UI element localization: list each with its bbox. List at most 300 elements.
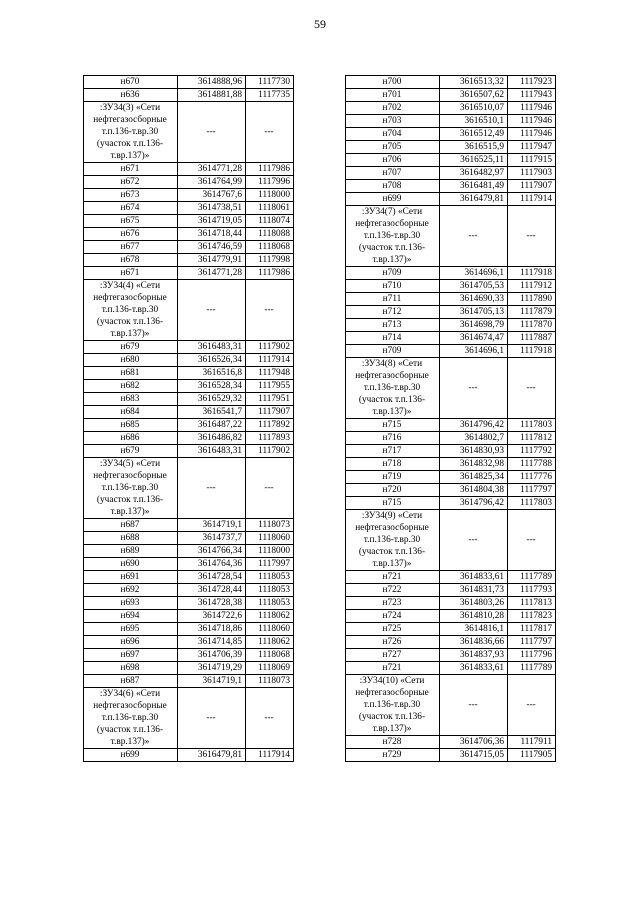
coordinate-y: 1118073 — [246, 519, 294, 532]
table-row — [346, 319, 556, 332]
coordinate-x: 3614719,05 — [178, 215, 246, 228]
point-label: н673 — [84, 189, 178, 202]
section-title-line: нефтегазосборные — [93, 293, 167, 303]
coordinate-y: 1117812 — [508, 432, 556, 445]
coordinate-x: 3614737,7 — [178, 532, 246, 545]
point-label: н713 — [346, 319, 440, 332]
section-title-line: т.вр.137)» — [110, 151, 150, 161]
table-row — [346, 623, 556, 636]
coordinate-y: 1117893 — [246, 432, 294, 445]
table-row — [84, 519, 294, 532]
coordinate-x: 3616526,34 — [178, 354, 246, 367]
coordinate-y: 1117946 — [508, 102, 556, 115]
table-row — [84, 163, 294, 176]
coordinate-y: 1117879 — [508, 306, 556, 319]
table-row — [346, 597, 556, 610]
empty-coordinate-x: --- — [440, 206, 508, 267]
coordinate-y: 1117905 — [508, 749, 556, 762]
section-header-row — [84, 280, 294, 341]
section-title-line: :ЗУ34(5) «Сети — [99, 459, 161, 469]
section-title-line: т.п.136-т.вр.30 — [101, 713, 159, 723]
coordinate-x: 3614803,26 — [440, 597, 508, 610]
point-label: н721 — [346, 662, 440, 675]
coordinate-x: 3616541,7 — [178, 406, 246, 419]
section-title-line: т.вр.137)» — [110, 507, 150, 517]
point-label: н683 — [84, 393, 178, 406]
coordinate-x: 3616513,32 — [440, 76, 508, 89]
section-title-line: (участок т.п.136- — [358, 395, 426, 405]
empty-coordinate-y: --- — [246, 102, 294, 163]
coordinate-x: 3616486,82 — [178, 432, 246, 445]
section-title-line: нефтегазосборные — [355, 523, 429, 533]
point-label: н687 — [84, 675, 178, 688]
section-title-line: :ЗУ34(8) «Сети — [361, 359, 423, 369]
section-title-line: :ЗУ34(7) «Сети — [361, 207, 423, 217]
section-title-line: нефтегазосборные — [93, 471, 167, 481]
table-row — [84, 558, 294, 571]
point-label: н724 — [346, 610, 440, 623]
table-row — [346, 89, 556, 102]
empty-coordinate-x: --- — [440, 358, 508, 419]
table-row — [346, 497, 556, 510]
empty-coordinate-x: --- — [440, 675, 508, 736]
table-row — [84, 532, 294, 545]
section-title-line: т.п.136-т.вр.30 — [101, 483, 159, 493]
empty-coordinate-x: --- — [178, 688, 246, 749]
point-label: н698 — [84, 662, 178, 675]
table-row — [84, 432, 294, 445]
coordinate-x: 3616507,62 — [440, 89, 508, 102]
table-row — [84, 597, 294, 610]
point-label: н693 — [84, 597, 178, 610]
coordinate-y: 1117951 — [246, 393, 294, 406]
table-row — [84, 662, 294, 675]
table-row — [346, 649, 556, 662]
table-row — [346, 180, 556, 193]
coordinate-y: 1117796 — [508, 649, 556, 662]
coordinate-x: 3614766,34 — [178, 545, 246, 558]
section-title-line: т.п.136-т.вр.30 — [363, 231, 421, 241]
section-title-line: :ЗУ34(10) «Сети — [359, 676, 425, 686]
coordinate-y: 1117789 — [508, 571, 556, 584]
coordinate-y: 1117914 — [508, 193, 556, 206]
table-row — [84, 89, 294, 102]
coordinate-x: 3614722,6 — [178, 610, 246, 623]
coordinate-y: 1117793 — [508, 584, 556, 597]
coordinate-y: 1117997 — [246, 558, 294, 571]
table-row — [84, 380, 294, 393]
coordinate-y: 1117955 — [246, 380, 294, 393]
table-row — [84, 749, 294, 762]
coordinate-x: 3614718,44 — [178, 228, 246, 241]
point-label: н714 — [346, 332, 440, 345]
point-label: н687 — [84, 519, 178, 532]
coordinate-y: 1117890 — [508, 293, 556, 306]
point-label: н702 — [346, 102, 440, 115]
point-label: н688 — [84, 532, 178, 545]
table-row — [346, 584, 556, 597]
coordinate-y: 1117813 — [508, 597, 556, 610]
coordinate-x: 3616529,32 — [178, 393, 246, 406]
table-row — [84, 445, 294, 458]
coordinate-y: 1118060 — [246, 532, 294, 545]
section-title-line: (участок т.п.136- — [96, 725, 164, 735]
table-row — [346, 749, 556, 762]
section-title-line: т.п.136-т.вр.30 — [363, 535, 421, 545]
point-label: н678 — [84, 254, 178, 267]
point-label: н692 — [84, 584, 178, 597]
coordinate-x: 3614719,1 — [178, 675, 246, 688]
coordinate-y: 1117907 — [246, 406, 294, 419]
section-title-line: т.вр.137)» — [372, 255, 412, 265]
point-label: н689 — [84, 545, 178, 558]
section-header-row — [84, 458, 294, 519]
coordinate-y: 1117918 — [508, 345, 556, 358]
table-row — [84, 241, 294, 254]
empty-coordinate-y: --- — [246, 280, 294, 341]
coordinate-x: 3614796,42 — [440, 497, 508, 510]
coordinate-x: 3614832,98 — [440, 458, 508, 471]
table-row — [84, 228, 294, 241]
coordinate-x: 3616510,1 — [440, 115, 508, 128]
section-title-line: :ЗУ34(3) «Сети — [99, 103, 161, 113]
point-label: н677 — [84, 241, 178, 254]
coordinate-x: 3614674,47 — [440, 332, 508, 345]
section-title-line: (участок т.п.136- — [96, 317, 164, 327]
coordinate-x: 3614719,29 — [178, 662, 246, 675]
coordinate-x: 3614836,66 — [440, 636, 508, 649]
coordinate-y: 1117902 — [246, 341, 294, 354]
table-row — [84, 367, 294, 380]
coordinate-x: 3614728,38 — [178, 597, 246, 610]
point-label: н670 — [84, 76, 178, 89]
coordinate-x: 3614706,36 — [440, 736, 508, 749]
point-label: н690 — [84, 558, 178, 571]
section-title-line: т.вр.137)» — [372, 559, 412, 569]
table-row — [346, 280, 556, 293]
table-row — [84, 393, 294, 406]
point-label: н679 — [84, 445, 178, 458]
coordinate-x: 3616512,49 — [440, 128, 508, 141]
section-title — [84, 102, 178, 163]
table-row — [84, 675, 294, 688]
table-row — [346, 345, 556, 358]
coordinate-x: 3614718,86 — [178, 623, 246, 636]
coordinate-y: 1117823 — [508, 610, 556, 623]
point-label: н718 — [346, 458, 440, 471]
coordinate-y: 1117912 — [508, 280, 556, 293]
table-row — [84, 584, 294, 597]
table-row — [84, 254, 294, 267]
coordinate-y: 1118053 — [246, 584, 294, 597]
coordinate-y: 1118062 — [246, 610, 294, 623]
coordinate-y: 1117907 — [508, 180, 556, 193]
table-row — [346, 484, 556, 497]
coordinate-x: 3614825,34 — [440, 471, 508, 484]
section-header-row — [346, 675, 556, 736]
coordinate-x: 3614738,51 — [178, 202, 246, 215]
coordinate-x: 3616528,34 — [178, 380, 246, 393]
coordinate-x: 3614705,13 — [440, 306, 508, 319]
coordinate-y: 1117797 — [508, 484, 556, 497]
section-title-line: т.вр.137)» — [372, 407, 412, 417]
table-row — [84, 406, 294, 419]
coordinate-y: 1117923 — [508, 76, 556, 89]
page-number: 59 — [314, 17, 326, 31]
empty-coordinate-x: --- — [440, 510, 508, 571]
coordinate-y: 1118053 — [246, 597, 294, 610]
point-label: н675 — [84, 215, 178, 228]
coordinate-y: 1117915 — [508, 154, 556, 167]
point-label: н721 — [346, 571, 440, 584]
table-row — [84, 636, 294, 649]
section-title — [84, 688, 178, 749]
coordinate-x: 3614816,1 — [440, 623, 508, 636]
table-row — [346, 636, 556, 649]
point-label: н681 — [84, 367, 178, 380]
section-title-line: :ЗУ34(4) «Сети — [99, 281, 161, 291]
coordinate-x: 3616487,22 — [178, 419, 246, 432]
coordinate-x: 3614714,85 — [178, 636, 246, 649]
coordinate-x: 3614881,88 — [178, 89, 246, 102]
point-label: н710 — [346, 280, 440, 293]
coordinate-x: 3614830,93 — [440, 445, 508, 458]
coordinate-y: 1117914 — [246, 354, 294, 367]
coordinate-x: 3614831,73 — [440, 584, 508, 597]
table-row — [346, 167, 556, 180]
point-label: н671 — [84, 267, 178, 280]
point-label: н697 — [84, 649, 178, 662]
table-row — [346, 102, 556, 115]
table-row — [346, 471, 556, 484]
point-label: н696 — [84, 636, 178, 649]
coordinate-x: 3614767,6 — [178, 189, 246, 202]
section-title-line: т.п.136-т.вр.30 — [101, 127, 159, 137]
coordinate-x: 3616479,81 — [440, 193, 508, 206]
coordinate-y: 1117789 — [508, 662, 556, 675]
coordinate-y: 1117902 — [246, 445, 294, 458]
table-row — [346, 306, 556, 319]
table-row — [346, 115, 556, 128]
section-title — [84, 280, 178, 341]
coordinate-x: 3614779,91 — [178, 254, 246, 267]
table-row — [346, 432, 556, 445]
section-title-line: нефтегазосборные — [355, 219, 429, 229]
section-title-line: нефтегазосборные — [93, 701, 167, 711]
point-label: н706 — [346, 154, 440, 167]
point-label: н672 — [84, 176, 178, 189]
table-row — [84, 571, 294, 584]
section-title-line: (участок т.п.136- — [96, 139, 164, 149]
point-label: н715 — [346, 419, 440, 432]
coordinate-y: 1117946 — [508, 115, 556, 128]
point-label: н682 — [84, 380, 178, 393]
coordinate-y: 1117817 — [508, 623, 556, 636]
point-label: н727 — [346, 649, 440, 662]
coordinate-x: 3614796,42 — [440, 419, 508, 432]
coordinate-x: 3616481,49 — [440, 180, 508, 193]
coordinate-y: 1117918 — [508, 267, 556, 280]
coordinate-x: 3614715,05 — [440, 749, 508, 762]
point-label: н636 — [84, 89, 178, 102]
table-row — [346, 419, 556, 432]
point-label: н676 — [84, 228, 178, 241]
empty-coordinate-y: --- — [508, 358, 556, 419]
coordinate-y: 1118073 — [246, 675, 294, 688]
table-row — [84, 267, 294, 280]
coordinate-y: 1117803 — [508, 419, 556, 432]
coordinate-x: 3616516,8 — [178, 367, 246, 380]
point-label: н728 — [346, 736, 440, 749]
section-title-line: т.п.136-т.вр.30 — [101, 305, 159, 315]
empty-coordinate-y: --- — [508, 510, 556, 571]
table-row — [346, 76, 556, 89]
coordinate-y: 1118053 — [246, 571, 294, 584]
section-title-line: т.вр.137)» — [110, 329, 150, 339]
point-label: н695 — [84, 623, 178, 636]
coordinate-x: 3614802,7 — [440, 432, 508, 445]
point-label: н701 — [346, 89, 440, 102]
point-label: н723 — [346, 597, 440, 610]
point-label: н680 — [84, 354, 178, 367]
table-row — [84, 176, 294, 189]
point-label: н726 — [346, 636, 440, 649]
coordinate-y: 1118068 — [246, 649, 294, 662]
table-row — [346, 293, 556, 306]
coordinates-table-left — [83, 75, 294, 762]
section-title — [346, 206, 440, 267]
point-label: н709 — [346, 345, 440, 358]
section-title-line: :ЗУ34(6) «Сети — [99, 689, 161, 699]
coordinate-y: 1118061 — [246, 202, 294, 215]
section-title-line: т.вр.137)» — [372, 724, 412, 734]
table-row — [84, 623, 294, 636]
coordinate-x: 3614696,1 — [440, 345, 508, 358]
point-label: н711 — [346, 293, 440, 306]
section-title-line: (участок т.п.136- — [358, 712, 426, 722]
table-row — [84, 215, 294, 228]
coordinate-y: 1117998 — [246, 254, 294, 267]
section-title-line: нефтегазосборные — [93, 115, 167, 125]
coordinate-x: 3614706,39 — [178, 649, 246, 662]
table-row — [84, 202, 294, 215]
coordinates-table-right — [345, 75, 556, 762]
section-title — [84, 458, 178, 519]
empty-coordinate-y: --- — [246, 458, 294, 519]
coordinate-y: 1117730 — [246, 76, 294, 89]
point-label: н674 — [84, 202, 178, 215]
coordinate-x: 3614888,96 — [178, 76, 246, 89]
empty-coordinate-y: --- — [508, 675, 556, 736]
coordinate-y: 1117947 — [508, 141, 556, 154]
table-row — [346, 458, 556, 471]
coordinate-y: 1117911 — [508, 736, 556, 749]
section-title-line: :ЗУ34(9) «Сети — [361, 511, 423, 521]
point-label: н694 — [84, 610, 178, 623]
coordinate-x: 3614771,28 — [178, 163, 246, 176]
coordinate-y: 1118068 — [246, 241, 294, 254]
table-row — [84, 419, 294, 432]
section-title — [346, 675, 440, 736]
coordinate-x: 3616525,11 — [440, 154, 508, 167]
point-label: н717 — [346, 445, 440, 458]
coordinate-x: 3616515,9 — [440, 141, 508, 154]
empty-coordinate-x: --- — [178, 280, 246, 341]
table-row — [84, 189, 294, 202]
table-row — [84, 545, 294, 558]
table-row — [84, 76, 294, 89]
point-label: н708 — [346, 180, 440, 193]
section-title-line: (участок т.п.136- — [358, 243, 426, 253]
coordinate-y: 1117903 — [508, 167, 556, 180]
section-header-row — [84, 102, 294, 163]
section-header-row — [346, 206, 556, 267]
empty-coordinate-y: --- — [246, 688, 294, 749]
coordinate-x: 3614690,33 — [440, 293, 508, 306]
coordinate-y: 1117788 — [508, 458, 556, 471]
section-header-row — [346, 358, 556, 419]
table-row — [346, 267, 556, 280]
table-row — [346, 571, 556, 584]
point-label: н716 — [346, 432, 440, 445]
coordinate-x: 3614771,28 — [178, 267, 246, 280]
coordinate-x: 3616483,31 — [178, 341, 246, 354]
point-label: н684 — [84, 406, 178, 419]
table-row — [346, 736, 556, 749]
point-label: н699 — [84, 749, 178, 762]
table-row — [84, 341, 294, 354]
coordinate-y: 1118088 — [246, 228, 294, 241]
table-row — [346, 445, 556, 458]
point-label: н709 — [346, 267, 440, 280]
table-row — [346, 154, 556, 167]
coordinate-x: 3616483,31 — [178, 445, 246, 458]
section-title-line: т.п.136-т.вр.30 — [363, 700, 421, 710]
coordinate-x: 3616510,07 — [440, 102, 508, 115]
coordinate-x: 3614696,1 — [440, 267, 508, 280]
coordinate-y: 1117887 — [508, 332, 556, 345]
coordinate-y: 1117735 — [246, 89, 294, 102]
coordinate-x: 3614698,79 — [440, 319, 508, 332]
table-row — [84, 354, 294, 367]
coordinate-y: 1117996 — [246, 176, 294, 189]
point-label: н679 — [84, 341, 178, 354]
coordinate-y: 1117914 — [246, 749, 294, 762]
section-title-line: (участок т.п.136- — [96, 495, 164, 505]
coordinate-y: 1118069 — [246, 662, 294, 675]
section-title-line: нефтегазосборные — [355, 371, 429, 381]
table-row — [346, 332, 556, 345]
empty-coordinate-y: --- — [508, 206, 556, 267]
point-label: н700 — [346, 76, 440, 89]
coordinate-y: 1117943 — [508, 89, 556, 102]
section-title-line: нефтегазосборные — [355, 688, 429, 698]
coordinate-y: 1117870 — [508, 319, 556, 332]
coordinate-x: 3614746,59 — [178, 241, 246, 254]
point-label: н707 — [346, 167, 440, 180]
section-title-line: т.вр.137)» — [110, 737, 150, 747]
coordinate-y: 1117792 — [508, 445, 556, 458]
empty-coordinate-x: --- — [178, 102, 246, 163]
point-label: н703 — [346, 115, 440, 128]
coordinate-x: 3616482,97 — [440, 167, 508, 180]
coordinate-y: 1117776 — [508, 471, 556, 484]
coordinate-x: 3614833,61 — [440, 662, 508, 675]
section-header-row — [346, 510, 556, 571]
coordinate-y: 1117946 — [508, 128, 556, 141]
section-title — [346, 358, 440, 419]
point-label: н720 — [346, 484, 440, 497]
